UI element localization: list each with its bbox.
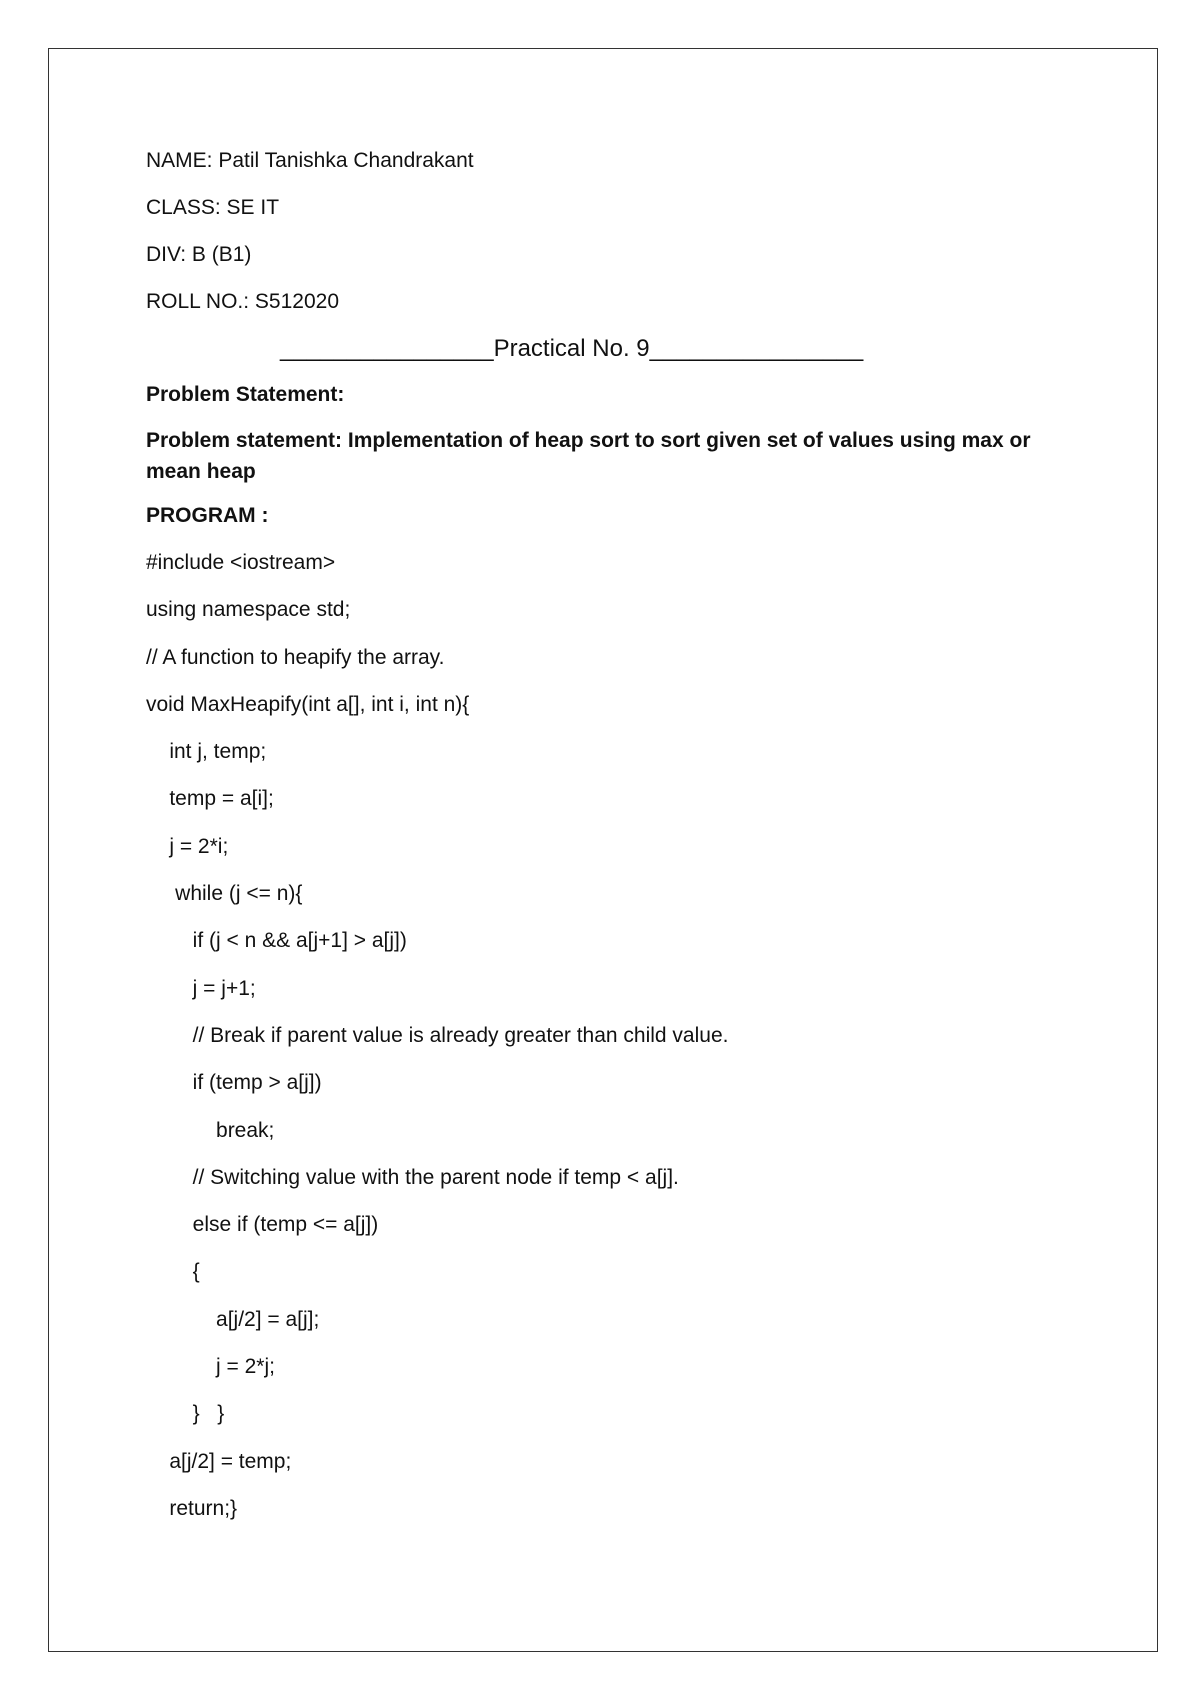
code-line: j = 2*j; <box>146 1355 275 1379</box>
student-div: DIV: B (B1) <box>146 243 252 266</box>
code-line: using namespace std; <box>146 598 351 622</box>
problem-heading: Problem Statement: <box>146 383 345 406</box>
code-line: j = 2*i; <box>146 834 229 858</box>
code-line: if (temp > a[j]) <box>146 1071 322 1095</box>
code-line: a[j/2] = a[j]; <box>146 1307 320 1331</box>
code-line: { <box>146 1260 200 1284</box>
problem-statement: Problem statement: Implementation of heap sort to sort given set of values using max or mean heap <box>146 429 1031 483</box>
program-heading: PROGRAM : <box>146 504 269 527</box>
code-line: return;} <box>146 1496 238 1520</box>
code-line: #include <iostream> <box>146 551 336 574</box>
code-line: temp = a[i]; <box>146 787 274 811</box>
code-line: } } <box>146 1402 225 1426</box>
code-line: int j, temp; <box>146 740 267 764</box>
code-line: // Break if parent value is already greater than child value. <box>146 1023 729 1047</box>
code-line: if (j < n && a[j+1] > a[j]) <box>146 929 407 953</box>
code-line: void MaxHeapify(int a[], int i, int n){ <box>146 692 470 716</box>
student-class: CLASS: SE IT <box>146 196 280 219</box>
code-line: while (j <= n){ <box>146 882 303 906</box>
code-block <box>146 550 1076 1543</box>
practical-title: ________________Practical No. 9________________ <box>280 335 864 362</box>
code-line: // A function to heapify the array. <box>146 645 445 669</box>
code-line: break; <box>146 1118 275 1142</box>
code-line: else if (temp <= a[j]) <box>146 1213 379 1237</box>
student-name: NAME: Patil Tanishka Chandrakant <box>146 149 474 172</box>
code-line: a[j/2] = temp; <box>146 1449 292 1473</box>
code-line: j = j+1; <box>146 976 256 1000</box>
document-content <box>146 148 1076 1543</box>
code-line: // Switching value with the parent node if temp < a[j]. <box>146 1165 679 1189</box>
student-roll: ROLL NO.: S512020 <box>146 290 339 313</box>
